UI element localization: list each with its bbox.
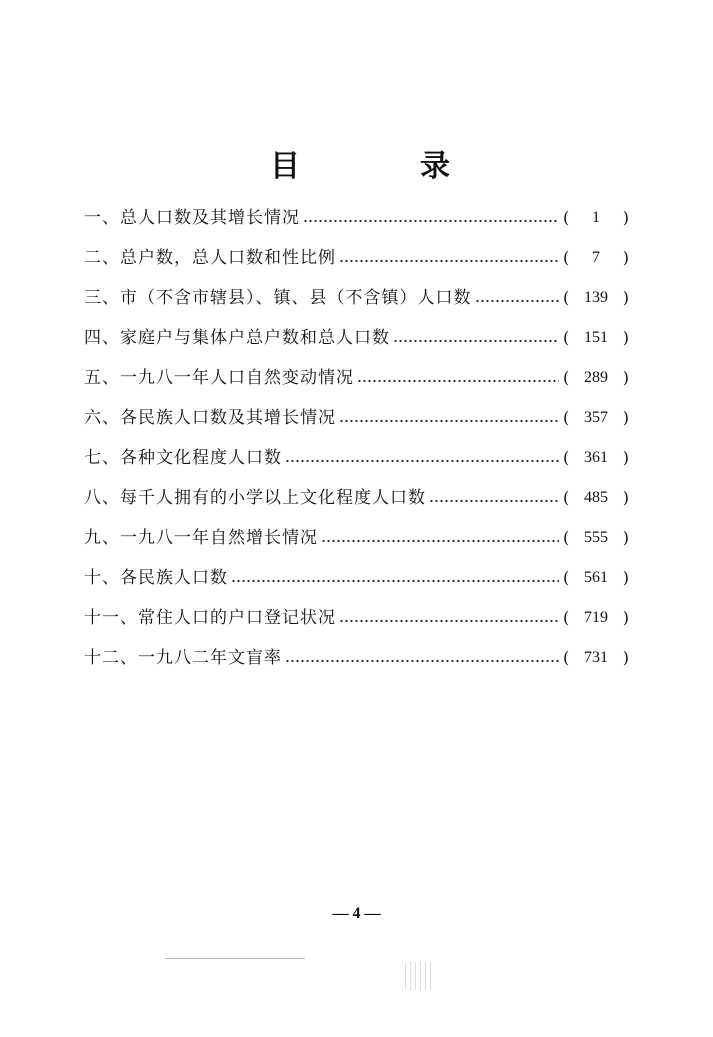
toc-entry [84,398,629,438]
toc-entry-page: ( 1 ) [563,208,629,227]
toc-entry-label: 十二、一九八二年文盲率 [84,648,282,668]
toc-entry-label: 二、总户数，总人口数和性比例 [84,248,336,268]
toc-entry-page-number: 357 [584,409,608,426]
toc-entry-page-number: 561 [584,569,608,586]
toc-entry [84,358,629,398]
toc-entry [84,638,629,678]
toc-entry-page-number: 485 [584,489,608,506]
toc-entry [84,478,629,518]
toc-dot-leader [339,419,559,423]
toc-dot-leader [429,499,559,503]
toc-entry [84,518,629,558]
toc-dot-leader [321,539,559,543]
toc-entry-page: ( 719 ) [563,608,629,627]
toc-entry-page-number: 555 [584,529,608,546]
toc-dot-leader [303,219,559,223]
toc-dot-leader [393,339,559,343]
toc-dot-leader [339,619,559,623]
toc-dot-leader [339,259,559,263]
toc-entry-label: 九、一九八一年自然增长情况 [84,528,318,548]
toc-dot-leader [475,299,560,303]
page-number: — 4 — [332,905,381,922]
toc-entry [84,598,629,638]
scan-artifact-mark [405,962,435,990]
toc-entry-page: ( 561 ) [563,568,629,587]
table-of-contents [84,198,629,678]
toc-entry-label: 四、家庭户与集体户总户数和总人口数 [84,328,390,348]
toc-entry-page: ( 139 ) [563,288,629,307]
toc-entry-label: 一、总人口数及其增长情况 [84,208,300,228]
toc-entry [84,238,629,278]
toc-entry [84,198,629,238]
toc-dot-leader [357,379,559,383]
toc-entry-page-number: 139 [584,289,608,306]
toc-entry-page: ( 731 ) [563,648,629,667]
toc-entry-label: 八、每千人拥有的小学以上文化程度人口数 [84,488,426,508]
toc-entry-label: 七、各种文化程度人口数 [84,448,282,468]
toc-entry [84,278,629,318]
toc-entry-page: ( 289 ) [563,368,629,387]
toc-entry-label: 六、各民族人口数及其增长情况 [84,408,336,428]
toc-entry [84,318,629,358]
toc-entry-page: ( 361 ) [563,448,629,467]
toc-entry-page: ( 357 ) [563,408,629,427]
toc-dot-leader [231,579,559,583]
toc-entry-label: 五、一九八一年人口自然变动情况 [84,368,354,388]
toc-entry-page: ( 7 ) [563,248,629,267]
toc-title [270,143,450,183]
toc-dot-leader [285,659,559,663]
toc-title-char-2: 录 [420,149,450,184]
toc-entry-page-number: 151 [584,329,608,346]
toc-entry-page-number: 7 [592,249,600,266]
toc-entry-page-number: 731 [584,649,608,666]
toc-entry-page-number: 289 [584,369,608,386]
toc-entry [84,438,629,478]
toc-entry-label: 三、市（不含市辖县）、镇、县（不含镇）人口数 [84,288,472,308]
scan-artifact-line [165,958,305,959]
toc-entry-page-number: 719 [584,609,608,626]
toc-entry-label: 十一、常住人口的户口登记状况 [84,608,336,628]
toc-entry-page: ( 555 ) [563,528,629,547]
toc-title-char-1: 目 [270,149,300,184]
toc-dot-leader [285,459,559,463]
toc-entry-page-number: 361 [584,449,608,466]
toc-entry [84,558,629,598]
toc-entry-page: ( 151 ) [563,328,629,347]
toc-entry-page-number: 1 [592,209,600,226]
toc-entry-label: 十、各民族人口数 [84,568,228,588]
toc-entry-page: ( 485 ) [563,488,629,507]
